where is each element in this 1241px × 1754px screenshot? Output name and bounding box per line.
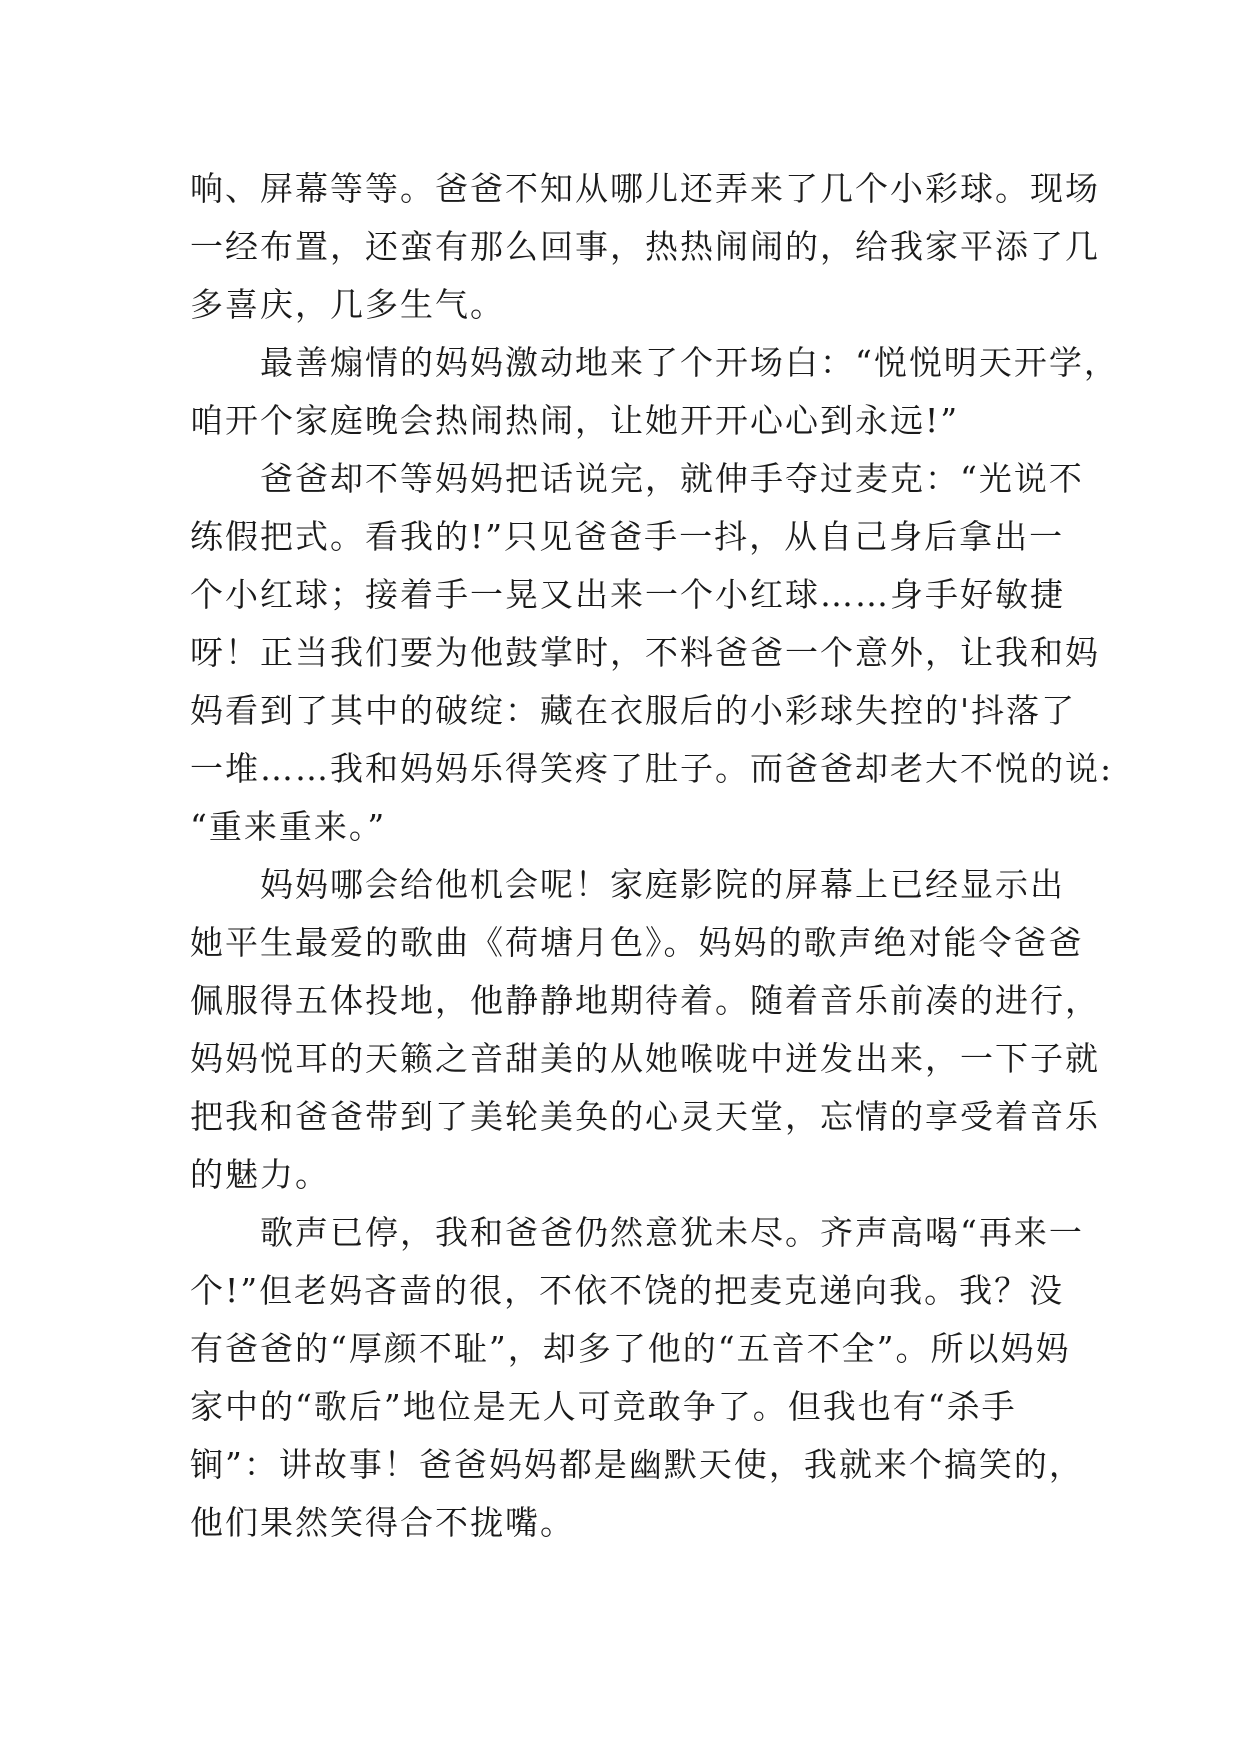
text-line: 有爸爸的“厚颜不耻”，却多了他的“五音不全”。所以妈妈 xyxy=(190,1329,1071,1368)
text-line: 练假把式。看我的!”只见爸爸手一抖，从自己身后拿出一 xyxy=(190,517,1065,556)
text-line: 锏”：讲故事！爸爸妈妈都是幽默天使，我就来个搞笑的， xyxy=(190,1445,1084,1484)
text-line: 个小红球；接着手一晃又出来一个小红球……身手好敏捷 xyxy=(190,575,1065,614)
text-line: 妈妈悦耳的天籁之音甜美的从她喉咙中迸发出来，一下子就 xyxy=(190,1039,1100,1078)
document-body xyxy=(190,160,1119,1552)
text-line: 响、屏幕等等。爸爸不知从哪儿还弄来了几个小彩球。现场 xyxy=(190,169,1100,208)
text-line: “重来重来。” xyxy=(190,807,387,846)
text-line: 妈妈哪会给他机会呢！家庭影院的屏幕上已经显示出 xyxy=(260,865,1065,904)
text-line: 家中的“歌后”地位是无人可竞敢争了。但我也有“杀手 xyxy=(190,1387,1017,1426)
text-line: 把我和爸爸带到了美轮美奂的心灵天堂，忘情的享受着音乐 xyxy=(190,1097,1100,1136)
text-line: 妈看到了其中的破绽：藏在衣服后的小彩球失控的'抖落了 xyxy=(190,691,1077,730)
text-line: 爸爸却不等妈妈把话说完，就伸手夺过麦克：“光说不 xyxy=(260,459,1084,498)
text-line: 一堆……我和妈妈乐得笑疼了肚子。而爸爸却老大不悦的说: xyxy=(190,749,1114,788)
text-line: 多喜庆，几多生气。 xyxy=(190,285,505,324)
text-line: 最善煽情的妈妈激动地来了个开场白：“悦悦明天开学， xyxy=(260,343,1119,382)
text-line: 他们果然笑得合不拢嘴。 xyxy=(190,1503,575,1542)
text-line: 个!”但老妈吝啬的很，不依不饶的把麦克递向我。我？没 xyxy=(190,1271,1065,1310)
text-line: 她平生最爱的歌曲《荷塘月色》。妈妈的歌声绝对能令爸爸 xyxy=(190,923,1084,962)
text-line: 的魅力。 xyxy=(190,1155,330,1194)
text-line: 呀！正当我们要为他鼓掌时，不料爸爸一个意外，让我和妈 xyxy=(190,633,1100,672)
text-line: 佩服得五体投地，他静静地期待着。随着音乐前凑的进行， xyxy=(190,981,1100,1020)
text-line: 歌声已停，我和爸爸仍然意犹未尽。齐声高喝“再来一 xyxy=(260,1213,1084,1252)
text-line: 咱开个家庭晚会热闹热闹，让她开开心心到永远!” xyxy=(190,401,960,440)
text-line: 一经布置，还蛮有那么回事，热热闹闹的，给我家平添了几 xyxy=(190,227,1100,266)
